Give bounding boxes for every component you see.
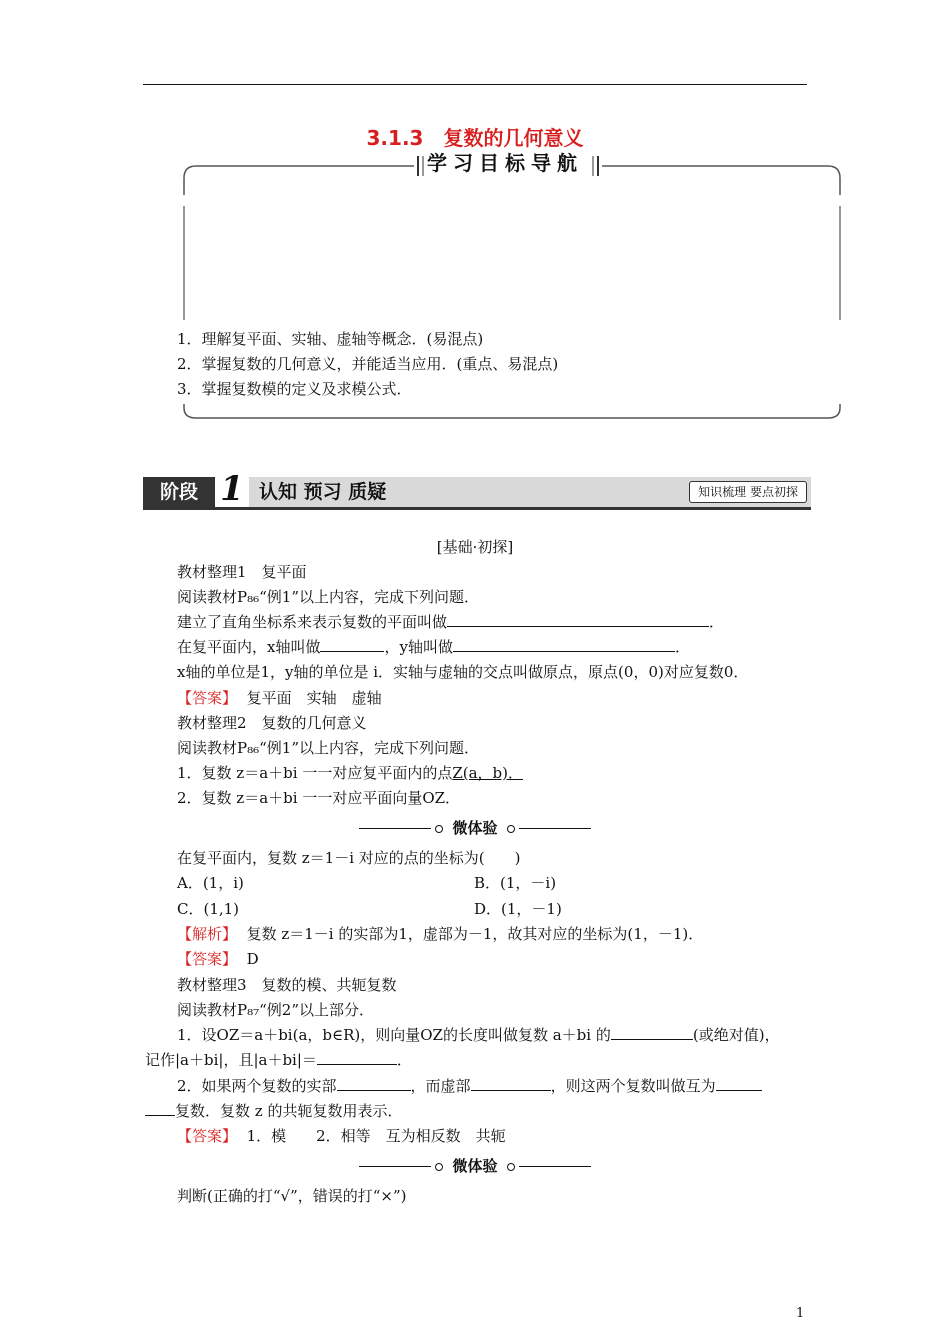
text: 记作|a＋bi|，且|a＋bi|＝	[145, 1051, 317, 1069]
text: ，而虚部	[410, 1077, 471, 1095]
divider	[519, 828, 591, 829]
divider	[519, 1166, 591, 1167]
exercise1-question: 在复平面内，复数 z＝1－i 对应的点的坐标为( )	[177, 849, 521, 867]
part1-line2	[177, 637, 690, 657]
section-title: 3.1.3 复数的几何意义	[366, 126, 584, 150]
stage-number: 1	[215, 471, 249, 507]
answer-tag: 【答案】	[177, 1127, 238, 1145]
micro-label: 微体验	[452, 819, 498, 837]
text: (或绝对值)，	[692, 1026, 780, 1044]
text: ，则这两个复数叫做互为	[550, 1077, 716, 1095]
micro-label: 微体验	[452, 1157, 498, 1175]
part1-answer	[177, 688, 382, 708]
analysis-text: 复数 z＝1－i 的实部为1，虚部为－1，故其对应的坐标为(1，－1)．	[246, 925, 704, 943]
circle-icon	[507, 1163, 515, 1171]
circle-icon	[435, 1163, 443, 1171]
goal-item: 1．理解复平面、实轴、虚轴等概念．(易混点)	[177, 330, 484, 348]
answer-tag: 【答案】	[177, 950, 238, 968]
circle-icon	[507, 825, 515, 833]
part2-read: 阅读教材P₈₆“例1”以上内容，完成下列问题．	[177, 739, 480, 757]
part3-line1	[177, 1025, 780, 1045]
text: 复数．复数 z 的共轭复数用表示．	[175, 1102, 403, 1120]
stage-label: 阶段	[143, 477, 215, 507]
text: 1．设OZ＝a＋bi(a，b∈R)，则向量OZ的长度叫做复数 a＋bi 的	[177, 1026, 611, 1044]
option-b[interactable]: B．(1，－i)	[474, 874, 557, 892]
text: 2．如果两个复数的实部	[177, 1077, 337, 1095]
exercise1-analysis	[177, 924, 703, 944]
fill-blank[interactable]	[317, 1050, 397, 1065]
fill-blank[interactable]	[447, 612, 709, 627]
fill-blank[interactable]	[453, 637, 675, 652]
exercise1-answer	[177, 949, 259, 969]
text: 建立了直角坐标系来表示复数的平面叫做	[177, 613, 448, 631]
text: ，y轴叫做	[384, 638, 453, 656]
stage-title: 认知 预习 质疑	[259, 481, 387, 503]
stage-tag: 知识梳理 要点初探	[689, 481, 807, 503]
text: ．	[396, 1051, 412, 1069]
part1-title: 教材整理1 复平面	[177, 563, 307, 581]
part1-line3: x轴的单位是1，y轴的单位是 i．实轴与虚轴的交点叫做原点，原点(0，0)对应复数0．	[177, 663, 749, 681]
part1-line1	[177, 612, 724, 632]
part3-title: 教材整理3 复数的模、共轭复数	[177, 976, 397, 994]
part3-line3	[177, 1076, 762, 1096]
fill-blank[interactable]	[716, 1076, 762, 1091]
top-rule	[143, 84, 807, 85]
part1-read: 阅读教材P₈₆“例1”以上内容，完成下列问题．	[177, 588, 480, 606]
part3-answer	[177, 1126, 506, 1146]
micro-heading	[0, 1156, 950, 1176]
divider	[359, 1166, 431, 1167]
answer-text: 1．模 2．相等 互为相反数 共轭	[246, 1127, 506, 1145]
exercise2-prompt: 判断(正确的打“√”，错误的打“×”)	[177, 1187, 407, 1205]
part2-line1	[177, 763, 523, 783]
analysis-tag: 【解析】	[177, 925, 238, 943]
answer-tag: 【答案】	[177, 689, 238, 707]
subheading: [基础·初探]	[436, 538, 514, 556]
fill-blank[interactable]	[337, 1076, 411, 1091]
circle-icon	[435, 825, 443, 833]
fill-blank[interactable]	[471, 1076, 551, 1091]
goal-item: 3．掌握复数模的定义及求模公式．	[177, 380, 412, 398]
fill-blank[interactable]	[611, 1025, 693, 1040]
text: 1．复数 z＝a＋bi 一一对应复平面内的点	[177, 764, 453, 782]
text: ．	[709, 613, 725, 631]
option-a[interactable]: A．(1，i)	[177, 874, 244, 892]
micro-heading	[0, 818, 950, 838]
fill-blank[interactable]	[145, 1101, 175, 1116]
text: ．	[674, 638, 690, 656]
page-number: 1	[796, 1306, 805, 1321]
part2-title: 教材整理2 复数的几何意义	[177, 714, 367, 732]
text: 在复平面内，x轴叫做	[177, 638, 321, 656]
part3-read: 阅读教材P₈₇“例2”以上部分．	[177, 1001, 375, 1019]
fill-blank[interactable]	[320, 637, 384, 652]
goals-heading: 学习目标导航	[427, 151, 583, 175]
answer-text: 复平面 实轴 虚轴	[246, 689, 382, 707]
stage-banner	[143, 469, 811, 510]
goal-item: 2．掌握复数的几何意义，并能适当应用．(重点、易混点)	[177, 355, 559, 373]
part2-line2: 2．复数 z＝a＋bi 一一对应平面向量OZ．	[177, 789, 461, 807]
answer-text: D	[246, 950, 259, 968]
part3-line2	[145, 1050, 412, 1070]
point-answer: Z(a，b)．	[452, 764, 523, 782]
option-c[interactable]: C．(1,1)	[177, 900, 240, 918]
option-d[interactable]: D．(1，－1)	[474, 900, 562, 918]
divider	[359, 828, 431, 829]
part3-line4	[145, 1101, 402, 1121]
